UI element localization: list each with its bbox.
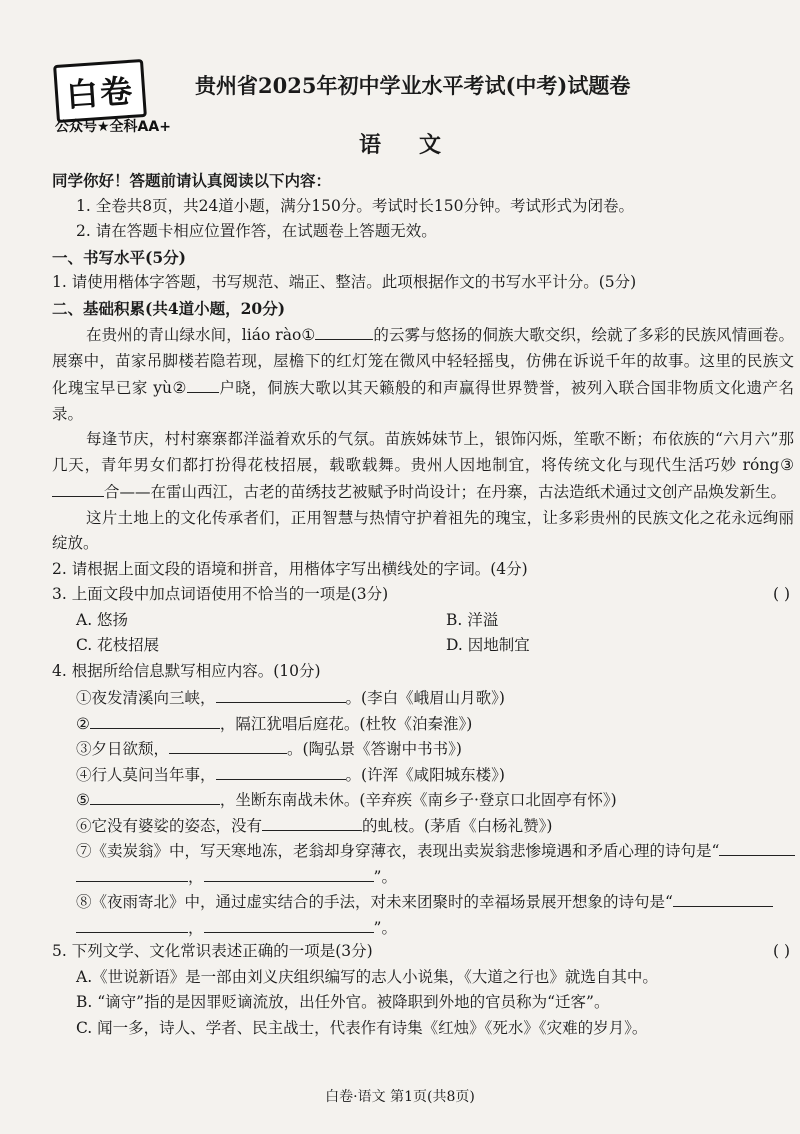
page-footer: 白卷·语文 第1页(共8页) — [325, 1089, 475, 1105]
recite-blank-8a[interactable] — [673, 888, 773, 907]
recite-blank-4[interactable] — [216, 761, 346, 780]
option-b[interactable]: B. 洋溢 — [446, 610, 499, 629]
recite-text: ⑥它没有婆娑的姿态，没有 — [76, 816, 263, 835]
option-a[interactable]: A.《世说新语》是一部由刘义庆组织编写的志人小说集，《大道之行也》就选自其中。 — [76, 967, 658, 986]
answer-blank-3[interactable] — [52, 478, 104, 497]
answer-bracket[interactable]: ( ) — [772, 942, 790, 960]
option-c[interactable]: C. 花枝招展 — [76, 636, 160, 654]
answer-blank-1[interactable] — [315, 321, 373, 340]
question-3 — [52, 582, 794, 608]
recite-line-4 — [52, 761, 794, 787]
logo-subtitle: 公众号★全科AA+ — [55, 119, 171, 135]
notice-item: 1. 全卷共8页，共24道小题，满分150分。考试时长150分钟。考试形式为闭卷。 — [76, 196, 634, 215]
recite-text: ③夕日欲颓， — [76, 740, 170, 758]
passage-text: 户晓，侗族大歌以其天籁般的和声赢得世界赞誉，被列入联合国非物质文化遗产名录。 — [52, 379, 794, 423]
recite-line-8 — [52, 888, 794, 914]
recite-source: 。(许浑《咸阳城东楼》) — [345, 765, 505, 784]
recite-blank-1[interactable] — [216, 684, 346, 703]
recite-text: ⑤ — [76, 791, 90, 809]
recite-line-3 — [52, 735, 794, 761]
passage-paragraph-2 — [52, 427, 794, 506]
recite-blank-7a[interactable] — [719, 837, 795, 856]
passage-text: 合——在雷山西江，古老的苗绣技艺被赋予时尚设计；在丹寨，古法造纸术通过文创产品焕发新生。 — [104, 483, 787, 501]
question-5-stem: 5. 下列文学、文化常识表述正确的一项是(3分) — [52, 942, 373, 960]
recite-source: ，坐断东南战未休。(辛弃疾《南乡子·登京口北固亭有怀》) — [219, 791, 617, 809]
recite-blank-6[interactable] — [262, 812, 362, 831]
option-d[interactable]: D. 因地制宜 — [446, 636, 530, 654]
passage-text: 每逢节庆，村村寨寨都洋溢着欢乐的气氛。苗族姊妹节上，银饰闪烁，笙歌不断；布依族的“六月六”那几天，青年男女们都打扮得花枝招展，载歌载舞。贵州人因地制宜，将传统文化与现代生活巧妙 róng③ — [52, 430, 794, 474]
recite-source: ，隔江犹唱后庭花。(杜牧《泊秦淮》) — [219, 714, 473, 733]
recite-blank-8b[interactable] — [76, 914, 188, 933]
recite-source: 。(陶弘景《答谢中书书》) — [287, 740, 462, 758]
recite-text: ② — [76, 714, 90, 733]
recite-line-2 — [52, 710, 794, 736]
passage-paragraph-1 — [52, 321, 794, 427]
recite-line-7-cont — [52, 863, 794, 889]
recite-blank-7c[interactable] — [204, 863, 374, 882]
recite-sep: ， — [188, 867, 204, 886]
exam-title: 贵州省2025年初中学业水平考试(中考)试题卷 — [195, 73, 631, 98]
recite-blank-7b[interactable] — [76, 863, 188, 882]
subject-title: 语文 — [358, 132, 479, 158]
answer-bracket[interactable]: ( ) — [772, 585, 790, 603]
recite-blank-5[interactable] — [90, 786, 220, 805]
recite-blank-3[interactable] — [169, 735, 287, 754]
question-3-stem: 3. 上面文段中加点词语使用不恰当的一项是(3分) — [52, 585, 389, 603]
recite-end: ”。 — [373, 867, 397, 886]
baijuan-logo: 白卷 — [53, 59, 147, 123]
notice-heading: 同学你好！答题前请认真阅读以下内容： — [52, 171, 332, 190]
answer-blank-2[interactable] — [187, 374, 219, 393]
passage-text: 的云雾与悠扬的侗族大歌交织，绘就了多彩的民族风情画卷。展寨中，苗家吊脚楼若隐若现，屋檐下的红灯笼在微风中轻轻摇曳，仿佛在诉说千年的故事。这里的民族文化瑰宝早已家 yù② — [52, 326, 794, 397]
recite-text: ⑦《卖炭翁》中，写天寒地冻，老翁却身穿薄衣，表现出卖炭翁悲惨境遇和矛盾心理的诗句是“ — [76, 842, 720, 860]
question-1: 1. 请使用楷体字答题，书写规范、端正、整洁。此项根据作文的书写水平计分。(5分) — [52, 273, 637, 291]
section2-heading: 二、基础积累(共4道小题，20分) — [52, 298, 286, 318]
question-4-stem: 4. 根据所给信息默写相应内容。(10分) — [52, 661, 321, 680]
option-b[interactable]: B. “谪守”指的是因罪贬谪流放，出任外官。被降职到外地的官员称为“迁客”。 — [76, 993, 610, 1011]
recite-source: 。(李白《峨眉山月歌》) — [345, 689, 505, 707]
question-5 — [52, 939, 794, 965]
recite-sep: ， — [188, 918, 204, 937]
recite-line-1 — [52, 684, 794, 710]
passage-paragraph-3: 这片土地上的文化传承者们，正用智慧与热情守护着祖先的瑰宝，让多彩贵州的民族文化之花永远绚丽绽放。 — [52, 508, 794, 552]
recite-line-7 — [52, 837, 794, 863]
recite-line-8-cont — [52, 914, 794, 940]
option-a[interactable]: A. 悠扬 — [76, 610, 129, 629]
notice-item: 2. 请在答题卡相应位置作答，在试题卷上答题无效。 — [76, 222, 437, 240]
recite-source: 的虬枝。(茅盾《白杨礼赞》) — [362, 816, 553, 835]
passage-text: 在贵州的青山绿水间，liáo rào① — [86, 326, 316, 344]
recite-end: ”。 — [373, 918, 397, 937]
options-row — [52, 633, 794, 659]
recite-text: ④行人莫问当年事， — [76, 765, 216, 784]
section1-heading: 一、书写水平(5分) — [52, 247, 186, 267]
option-c[interactable]: C. 闻一多，诗人、学者、民主战士，代表作有诗集《红烛》《死水》《灾难的岁月》。 — [76, 1018, 648, 1037]
recite-text: ⑧《夜雨寄北》中，通过虚实结合的手法，对未来团聚时的幸福场景展开想象的诗句是“ — [76, 893, 673, 911]
recite-text: ①夜发清溪向三峡， — [76, 689, 216, 707]
recite-blank-2[interactable] — [90, 710, 220, 729]
question-2: 2. 请根据上面文段的语境和拼音，用楷体字写出横线处的字词。(4分) — [52, 559, 528, 578]
exam-content — [52, 168, 794, 1041]
recite-line-6 — [52, 812, 794, 838]
recite-line-5 — [52, 786, 794, 812]
recite-blank-8c[interactable] — [204, 914, 374, 933]
options-row — [52, 608, 794, 634]
